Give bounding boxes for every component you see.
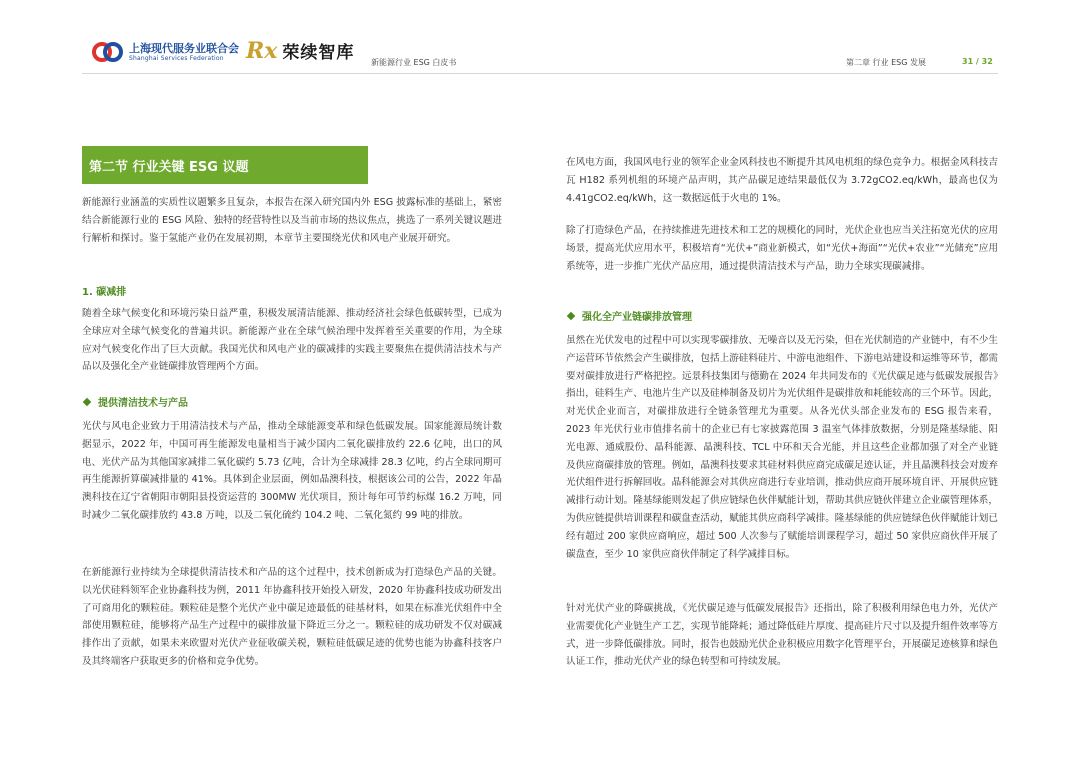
left-paragraph-3: 在新能源行业持续为全球提供清洁技术和产品的这个过程中，技术创新成为打造绿色产品的关键。以光伏硅料领军企业协鑫科技为例，2011 年协鑫科技开始投入研发，2020 年协鑫科技成功研发出了可商用化的颗粒硅。颗粒硅是整个光伏产业中碳足迹最低的硅基材料，如果在标准光伏组件中全部使用颗粒硅，能够将产品生产过程中的碳排放量下降近三分之一。颗粒硅的成功研发不仅对碳减排作出了贡献，如果未来欧盟对光伏产业征收碳关税，颗粒硅低碳足迹的优势也能为协鑫科技客户及其终端客户获取更多的价格和竞争优势。 xyxy=(82,567,502,667)
ssf-logo xyxy=(92,40,239,64)
chapter-title: 第二章 行业 ESG 发展 xyxy=(846,58,926,67)
heading-supply-chain xyxy=(568,308,692,323)
right-paragraph-2: 除了打造绿色产品，在持续推进先进技术和工艺的规模化的同时，光伏企业也应当关注拓宽光伏的应用场景，提高光伏应用水平，积极培育“光伏+”商业新模式，如“光伏+海面”“光伏+农业”“光储充”应用系统等，进一步推广光伏产品应用，通过提供清洁技术与产品，助力全球实现碳减排。 xyxy=(566,225,998,272)
left-paragraph-1: 随着全球气候变化和环境污染日益严重，积极发展清洁能源、推动经济社会绿色低碳转型，已成为全球应对全球气候变化的普遍共识。新能源产业在全球气候治理中发挥着至关重要的作用，为全球应对气候变化作出了巨大贡献。我国光伏和风电产业的碳减排的实践主要聚焦在提供清洁技术与产品以及强化全产业链碳排放管理两个方面。 xyxy=(82,308,502,373)
page-number: 31 / 32 xyxy=(962,57,993,66)
left-paragraph-2: 光伏与风电企业致力于用清洁技术与产品，推动全球能源变革和绿色低碳发展。国家能源局统计数据显示，2022 年，中国可再生能源发电量相当于减少国内二氧化碳排放约 22.6 亿吨，出口的风电、光伏产品为其他国家减排二氧化碳约 5.73 亿吨，合计为全球减排 28.3 亿吨，约占全球同期可再生能源折算碳减排量的 41%。具体到企业层面，例如晶澳科技，根据该公司的公告，2022 年晶澳科技在辽宁省朝阳市朝阳县投资运营的 300MW 光伏项目，预计每年可节约标煤 16.2 万吨，同时减少二氧化碳排放约 43.8 万吨，以及二氧化硫约 104.2 吨、二氧化氮约 99 吨的排放。 xyxy=(82,421,502,521)
header-divider xyxy=(82,73,998,74)
heading-supply-chain-text: 强化全产业链碳排放管理 xyxy=(582,312,692,323)
right-paragraph-1: 在风电方面，我国风电行业的领军企业金风科技也不断提升其风电机组的绿色竞争力。根据金风科技吉瓦 H182 系列机组的环境产品声明，其产品碳足迹结果最低仅为 3.72gCO2.eq/kWh，最高也仅为 4.41gCO2.eq/kWh，这一数据远低于火电的 1%。 xyxy=(566,157,998,204)
rongxu-logo xyxy=(246,38,354,63)
right-paragraph-4: 针对光伏产业的降碳挑战，《光伏碳足迹与低碳发展报告》还指出，除了积极利用绿色电力外，光伏产业需要优化产业链生产工艺，实现节能降耗；通过降低硅片厚度、提高硅片尺寸以及提升组件效率等方式，进一步降低碳排放。同时，报告也鼓励光伏企业积极应用数字化管理平台，开展碳足迹核算和绿色认证工作，推动光伏产业的绿色转型和可持续发展。 xyxy=(566,603,998,668)
rongxu-logo-name: 荣续智库 xyxy=(282,43,355,63)
diamond-bullet-icon xyxy=(567,311,575,319)
page-header xyxy=(0,0,1080,92)
ssf-logo-name-en: Shanghai Services Federation xyxy=(129,54,224,62)
left-intro-paragraph: 新能源行业涵盖的实质性议题繁多且复杂，本报告在深入研究国内外 ESG 披露标准的基础上，紧密结合新能源行业的 ESG 风险、独特的经营特性以及当前市场的热议焦点，挑选了一系列关键议题进行解析和探讨。鉴于氢能产业仍在发展初期，本章节主要围绕光伏和风电产业展开研究。 xyxy=(82,197,502,244)
section-title: 第二节 行业关键 ESG 议题 xyxy=(89,160,249,175)
heading-carbon-reduction: 1. 碳减排 xyxy=(82,287,127,298)
ssf-logo-name: 上海现代服务业联合会 xyxy=(129,41,239,55)
ssf-logo-icon xyxy=(92,40,124,64)
heading-clean-tech-text: 提供清洁技术与产品 xyxy=(98,398,188,409)
right-paragraph-3: 虽然在光伏发电的过程中可以实现零碳排放、无噪音以及无污染，但在光伏制造的产业链中，有不少生产运营环节依然会产生碳排放，包括上游硅料硅片、中游电池组件、下游电站建设和运维等环节，都需要对碳排放进行严格把控。远景科技集团与德勤在 2024 年共同发布的《光伏碳足迹与低碳发展报告》指出，硅料生产、电池片生产以及硅棒制备及切片为光伏组件是碳排放和耗能较高的三个环节。因此，对光伏企业而言，对碳排放进行全链条管理尤为重要。从各光伏头部企业发布的 ESG 报告来看，2023 年光伏行业市值排名前十的企业已有七家披露范围 3 温室气体排放数据，分别是隆基绿能、阳光电源、通威股份、晶科能源、晶澳科技、TCL 中环和天合光能，并且这些企业都加强了对全产业链及供应商碳排放的管理。例如，晶澳科技要求其硅材料供应商完成碳足迹认证，并且晶澳科技会对废弃光伏组件进行拆解回收。晶科能源会对其供应商进行专业培训，推动供应商开展环境自评、开展供应链减排行动计划。隆基绿能则发起了供应链绿色伙伴赋能计划，帮助其供应链伙伴建立企业碳管理体系，为供应链提供培训课程和碳盘查活动，赋能其供应商科学减排。隆基绿能的供应链绿色伙伴赋能计划已经有超过 200 家供应商响应，超过 500 人次参与了赋能培训课程学习，超过 50 家供应商伙伴开展了碳盘查，至少 10 家供应商伙伴制定了科学减排目标。 xyxy=(566,335,998,560)
section-title-bar xyxy=(82,146,368,184)
rongxu-logo-icon: Rx xyxy=(246,37,278,64)
document-title: 新能源行业 ESG 白皮书 xyxy=(371,58,457,67)
diamond-bullet-icon xyxy=(83,397,91,405)
heading-clean-tech xyxy=(84,394,188,409)
